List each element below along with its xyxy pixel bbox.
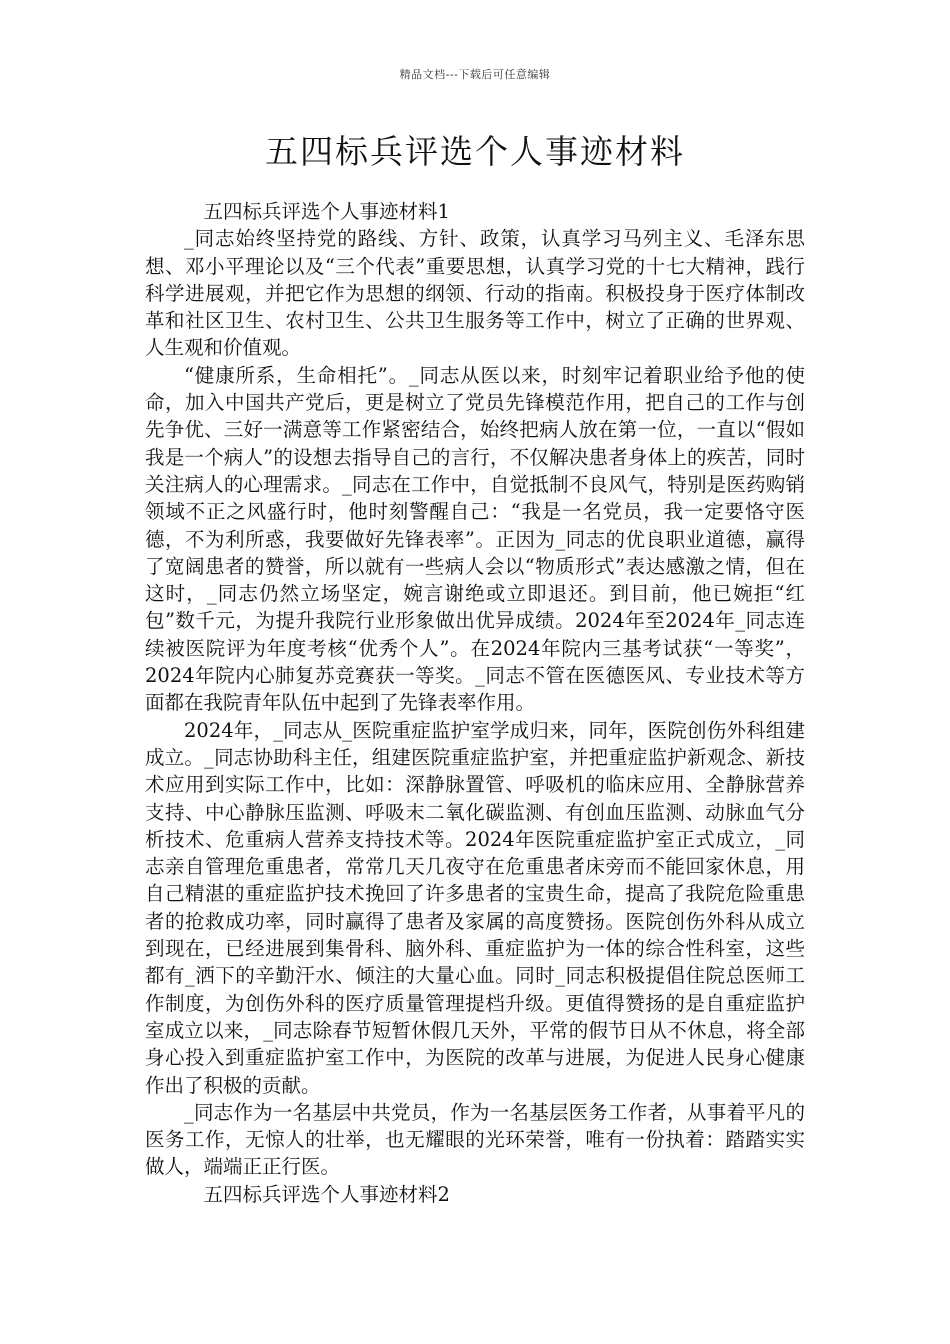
body-paragraph: _同志作为一名基层中共党员，作为一名基层医务工作者，从事着平凡的医务工作，无惊人的壮举，也无耀眼的光环荣誉，唯有一份执着：踏踏实实做人，端端正正行医。 <box>145 1100 805 1179</box>
section-heading-2: 五四标兵评选个人事迹材料2 <box>203 1182 450 1206</box>
body-paragraph: _同志始终坚持党的路线、方针、政策，认真学习马列主义、毛泽东思想、邓小平理论以及“三个代表”重要思想，认真学习党的十七大精神，践行科学进展观，并把它作为思想的纲领、行动的指南。积极投身于医疗体制改革和社区卫生、农村卫生、公共卫生服务等工作中，树立了正确的世界观、人生观和价值观。 <box>145 227 805 360</box>
document-title: 五四标兵评选个人事迹材料 <box>265 132 685 171</box>
body-paragraph: “健康所系，生命相托”。_同志从医以来，时刻牢记着职业给予他的使命，加入中国共产党后，更是树立了党员先锋模范作用，把自己的工作与创先争优、三好一满意等工作紧密结合，始终把病人放在第一位，一直以“假如我是一个病人”的设想去指导自己的言行，不仅解决患者身体上的疾苦，同时关注病人的心理需求。_同志在工作中，自觉抵制不良风气，特别是医药购销领域不正之风盛行时，他时刻警醒自己：“我是一名党员，我一定要恪守医德，不为利所惑，我要做好先锋表率”。正因为_同志的优良职业道德，赢得了宽阔患者的赞誉，所以就有一些病人会以“物质形式”表达感激之情，但在这时，_同志仍然立场坚定，婉言谢绝或立即退还。到目前，他已婉拒“红包”数千元，为提升我院行业形象做出优异成绩。2024年至2024年_同志连续被医院评为年度考核“优秀个人”。在2024年院内三基考试获“一等奖”，2024年院内心肺复苏竞赛获一等奖。_同志不管在医德医风、专业技术等方面都在我院青年队伍中起到了先锋表率作用。 <box>145 363 805 715</box>
body-paragraph: 2024年，_同志从_医院重症监护室学成归来，同年，医院创伤外科组建成立。_同志协助科主任，组建医院重症监护室，并把重症监护新观念、新技术应用到实际工作中，比如：深静脉置管、呼吸机的临床应用、全静脉营养支持、中心静脉压监测、呼吸末二氧化碳监测、有创血压监测、动脉血气分析技术、危重病人营养支持技术等。2024年医院重症监护室正式成立，_同志亲自管理危重患者，常常几天几夜守在危重患者床旁而不能回家休息，用自己精湛的重症监护技术挽回了许多患者的宝贵生命，提高了我院危险重患者的抢救成功率，同时赢得了患者及家属的高度赞扬。医院创伤外科从成立到现在，已经进展到集骨科、脑外科、重症监护为一体的综合性科室，这些都有_洒下的辛勤汗水、倾注的大量心血。同时_同志积极提倡住院总医师工作制度，为创伤外科的医疗质量管理提档升级。更值得赞扬的是自重症监护室成立以来，_同志除春节短暂休假几天外，平常的假节日从不休息，将全部身心投入到重症监护室工作中，为医院的改革与进展，为促进人民身心健康作出了积极的贡献。 <box>145 718 805 1097</box>
document-body <box>145 198 805 1208</box>
section-heading-1: 五四标兵评选个人事迹材料1 <box>203 200 450 223</box>
page-header-note: 精品文档---下载后可任意编辑 <box>399 68 551 81</box>
